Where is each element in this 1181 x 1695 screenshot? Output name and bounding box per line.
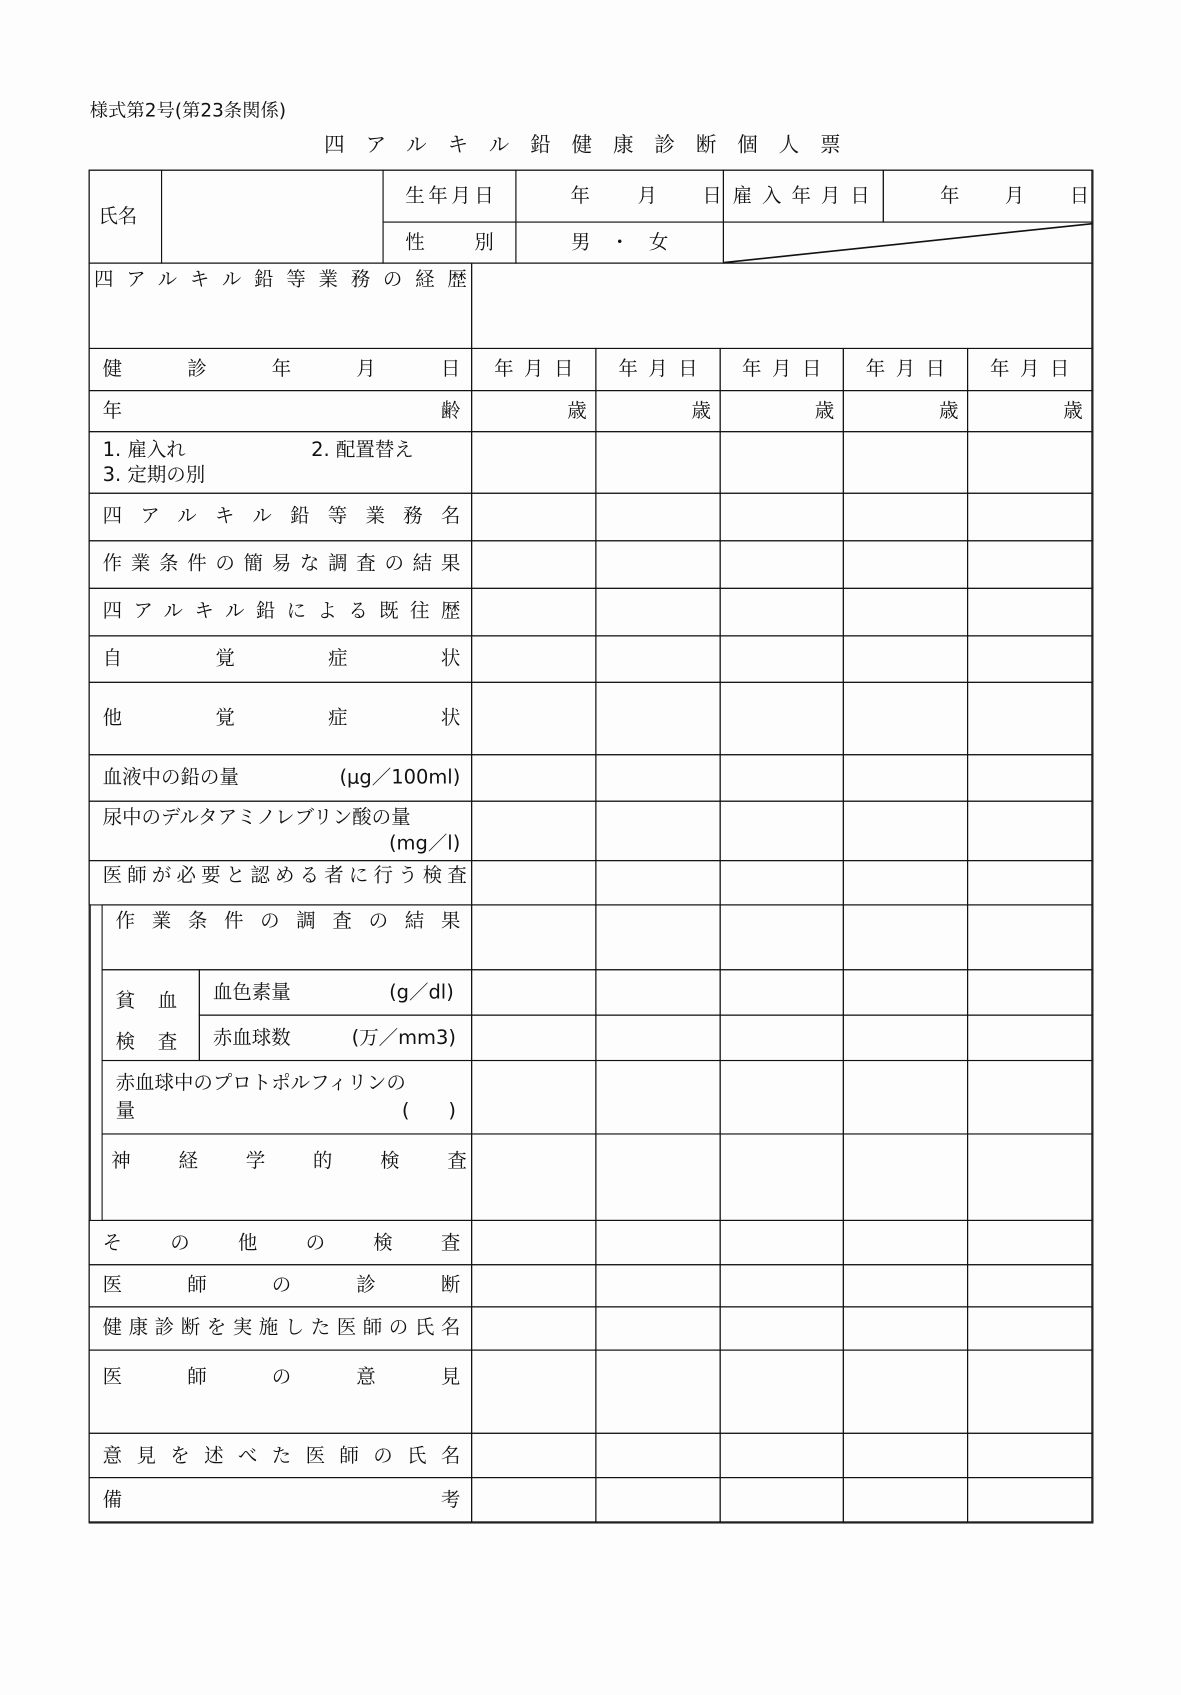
exam-date-value: 年 月 日 <box>742 357 822 381</box>
objective-label-cell <box>89 682 473 755</box>
diagonal-line <box>724 223 1092 264</box>
urine-ala-col-2[interactable] <box>595 801 720 862</box>
page-title: 四アルキル鉛健康診断個人票 <box>324 132 843 157</box>
hemoglobin-col-5[interactable] <box>967 969 1092 1015</box>
objective-label: 他覚症状 <box>102 706 461 730</box>
hire-label-cell <box>723 170 884 223</box>
subjective-col-2[interactable] <box>595 635 720 683</box>
objective-col-3[interactable] <box>720 682 844 755</box>
diagnosis-col-1[interactable] <box>471 1264 596 1307</box>
opinion-doctor-col-2[interactable] <box>595 1433 720 1478</box>
birth-label-cell <box>382 170 516 223</box>
protoporphyrin-unit: ( ) <box>401 1099 456 1123</box>
doctor-tests-col-1[interactable] <box>471 860 596 905</box>
blood-lead-col-2[interactable] <box>595 754 720 802</box>
work-survey-col-5[interactable] <box>967 904 1092 970</box>
opinion-doctor-col-3[interactable] <box>720 1433 844 1478</box>
exam-date-col-5[interactable] <box>967 348 1092 391</box>
age-unit: 歳 <box>1063 399 1083 423</box>
age-label-cell <box>89 390 473 432</box>
work-name-col-3[interactable] <box>720 493 844 542</box>
exam-doctor-label-cell <box>89 1306 473 1350</box>
exam-doctor-col-3[interactable] <box>720 1306 844 1350</box>
history-input[interactable] <box>471 263 1092 349</box>
simple-survey-label-cell <box>89 540 473 589</box>
urine-ala-col-3[interactable] <box>720 801 844 862</box>
urine-ala-unit: (mg／l) <box>388 831 461 855</box>
anemia-label-2: 検査 <box>115 1030 178 1054</box>
name-label-cell <box>89 170 162 264</box>
exam-date-value: 年 月 日 <box>618 357 698 381</box>
remarks-col-2[interactable] <box>595 1477 720 1522</box>
exam-type-col-2[interactable] <box>595 431 720 494</box>
exam-date-col-2[interactable] <box>595 348 720 391</box>
work-survey-col-4[interactable] <box>843 904 968 970</box>
remarks-col-3[interactable] <box>720 1477 844 1522</box>
opinion-col-2[interactable] <box>595 1350 720 1434</box>
exam-type-1: 1. 雇入れ <box>102 438 186 462</box>
urine-ala-label-cell <box>89 801 473 862</box>
protoporphyrin-col-4[interactable] <box>843 1060 968 1135</box>
doctor-tests-col-2[interactable] <box>595 860 720 905</box>
neuro-col-5[interactable] <box>967 1133 1092 1221</box>
blood-lead-label-cell <box>89 754 473 802</box>
age-unit: 歳 <box>691 399 711 423</box>
blood-lead-label: 血液中の鉛の量 <box>102 766 239 789</box>
protoporphyrin-label-2: 量 <box>115 1099 136 1123</box>
date-part: 日 <box>702 184 722 208</box>
age-col-2[interactable] <box>595 390 720 432</box>
protoporphyrin-col-5[interactable] <box>967 1060 1092 1135</box>
name-input[interactable] <box>161 170 384 264</box>
diagnosis-label-cell <box>89 1264 473 1307</box>
exam-date-label: 健診年月日 <box>102 357 461 381</box>
anemia-label-1: 貧血 <box>115 989 178 1013</box>
hemoglobin-label: 血色素量 <box>212 981 291 1004</box>
objective-col-1[interactable] <box>471 682 596 755</box>
opinion-doctor-label-cell <box>89 1433 473 1478</box>
other-tests-col-1[interactable] <box>471 1220 596 1265</box>
exam-type-2: 2. 配置替え <box>311 438 414 462</box>
past-history-col-1[interactable] <box>471 588 596 637</box>
exam-doctor-col-4[interactable] <box>843 1306 968 1350</box>
exam-date-value: 年 月 日 <box>494 357 574 381</box>
rbc-col-4[interactable] <box>843 1015 968 1061</box>
rbc-col-1[interactable] <box>471 1015 596 1061</box>
remarks-label: 備考 <box>102 1488 461 1512</box>
work-name-col-1[interactable] <box>471 493 596 542</box>
rbc-unit: (万／mm3) <box>351 1026 456 1050</box>
remarks-col-5[interactable] <box>967 1477 1092 1522</box>
neuro-label-cell <box>102 1133 473 1221</box>
opinion-doctor-col-1[interactable] <box>471 1433 596 1478</box>
exam-date-col-1[interactable] <box>471 348 596 391</box>
exam-date-col-4[interactable] <box>843 348 968 391</box>
subjective-col-3[interactable] <box>720 635 844 683</box>
urine-ala-col-1[interactable] <box>471 801 596 862</box>
exam-date-col-3[interactable] <box>720 348 844 391</box>
exam-type-col-5[interactable] <box>967 431 1092 494</box>
past-history-col-5[interactable] <box>967 588 1092 637</box>
diagnosis-col-5[interactable] <box>967 1264 1092 1307</box>
hemoglobin-col-2[interactable] <box>595 969 720 1015</box>
age-col-5[interactable] <box>967 390 1092 432</box>
subjective-col-4[interactable] <box>843 635 968 683</box>
blood-lead-col-4[interactable] <box>843 754 968 802</box>
work-name-col-2[interactable] <box>595 493 720 542</box>
work-survey-label: 作業条件の調査の結果 <box>115 909 461 933</box>
opinion-doctor-col-5[interactable] <box>967 1433 1092 1478</box>
age-unit: 歳 <box>938 399 959 423</box>
simple-survey-col-4[interactable] <box>843 540 968 589</box>
exam-doctor-col-1[interactable] <box>471 1306 596 1350</box>
exam-date-label-cell <box>89 348 473 391</box>
past-history-col-3[interactable] <box>720 588 844 637</box>
blood-lead-col-1[interactable] <box>471 754 596 802</box>
work-name-label-cell <box>89 493 473 542</box>
past-history-label: 四アルキル鉛による既往歴 <box>102 599 461 623</box>
exam-date-value: 年 月 日 <box>990 357 1070 381</box>
other-tests-label-cell <box>89 1220 473 1265</box>
age-col-3[interactable] <box>720 390 844 432</box>
rbc-label: 赤血球数 <box>212 1026 291 1050</box>
remarks-col-1[interactable] <box>471 1477 596 1522</box>
exam-type-col-3[interactable] <box>720 431 844 494</box>
neuro-col-3[interactable] <box>720 1133 844 1221</box>
hemoglobin-col-4[interactable] <box>843 969 968 1015</box>
opinion-doctor-col-4[interactable] <box>843 1433 968 1478</box>
rbc-col-5[interactable] <box>967 1015 1092 1061</box>
simple-survey-col-1[interactable] <box>471 540 596 589</box>
blood-lead-col-5[interactable] <box>967 754 1092 802</box>
doctor-tests-label: 医師が必要と認める者に行う検査 <box>102 864 467 888</box>
other-tests-col-3[interactable] <box>720 1220 844 1265</box>
age-label: 年齢 <box>102 399 461 423</box>
protoporphyrin-col-2[interactable] <box>595 1060 720 1135</box>
neuro-col-2[interactable] <box>595 1133 720 1221</box>
subjective-label-cell <box>89 635 473 683</box>
age-unit: 歳 <box>567 399 587 423</box>
name-label: 氏名 <box>98 205 138 228</box>
opinion-label: 医師の意見 <box>102 1365 461 1389</box>
form-number: 様式第2号(第23条関係) <box>89 100 287 123</box>
work-survey-col-1[interactable] <box>471 904 596 970</box>
doctor-tests-col-4[interactable] <box>843 860 968 905</box>
simple-survey-col-3[interactable] <box>720 540 844 589</box>
exam-type-col-1[interactable] <box>471 431 596 494</box>
birth-label: 生年月日 <box>405 184 494 208</box>
urine-ala-col-4[interactable] <box>843 801 968 862</box>
neuro-col-4[interactable] <box>843 1133 968 1221</box>
work-name-col-5[interactable] <box>967 493 1092 542</box>
sex-label: 性別 <box>405 231 494 254</box>
doctor-tests-col-3[interactable] <box>720 860 844 905</box>
protoporphyrin-label: 赤血球中のプロトポルフィリンの <box>115 1071 406 1095</box>
diagnosis-label: 医師の診断 <box>102 1273 461 1297</box>
simple-survey-label: 作業条件の簡易な調査の結果 <box>102 552 461 575</box>
age-unit: 歳 <box>814 399 835 423</box>
work-name-col-4[interactable] <box>843 493 968 542</box>
history-label: 四アルキル鉛等業務の経歴 <box>94 267 467 291</box>
objective-col-4[interactable] <box>843 682 968 755</box>
opinion-col-1[interactable] <box>471 1350 596 1434</box>
work-survey-col-2[interactable] <box>595 904 720 970</box>
past-history-label-cell <box>89 588 473 637</box>
opinion-col-5[interactable] <box>967 1350 1092 1434</box>
age-col-4[interactable] <box>843 390 968 432</box>
sex-label-cell <box>382 222 516 264</box>
date-part: 月 <box>1004 184 1025 208</box>
objective-col-5[interactable] <box>967 682 1092 755</box>
blank-diagonal-cell <box>723 222 1093 264</box>
exam-doctor-col-5[interactable] <box>967 1306 1092 1350</box>
sex-select[interactable] <box>515 222 724 264</box>
other-tests-label: その他の検査 <box>102 1231 461 1255</box>
date-part: 月 <box>637 184 657 208</box>
rbc-col-2[interactable] <box>595 1015 720 1061</box>
neuro-label: 神経学的検査 <box>111 1149 467 1173</box>
rbc-label-cell <box>199 1015 472 1061</box>
blood-lead-col-3[interactable] <box>720 754 844 802</box>
protoporphyrin-col-3[interactable] <box>720 1060 844 1135</box>
neuro-col-1[interactable] <box>471 1133 596 1221</box>
work-survey-label-cell <box>102 904 473 970</box>
exam-type-3: 3. 定期の別 <box>102 463 206 487</box>
history-label-cell <box>89 263 473 349</box>
date-part: 年 <box>940 184 960 208</box>
hire-date-input[interactable] <box>883 170 1093 223</box>
age-col-1[interactable] <box>471 390 596 432</box>
date-part: 年 <box>570 184 590 208</box>
objective-col-2[interactable] <box>595 682 720 755</box>
hemoglobin-label-cell <box>199 969 472 1015</box>
date-part: 日 <box>1069 184 1090 208</box>
hemoglobin-unit: (g／dl) <box>389 981 454 1004</box>
sex-options: 男 ・ 女 <box>571 231 669 254</box>
protoporphyrin-label-cell <box>102 1060 473 1135</box>
other-tests-col-2[interactable] <box>595 1220 720 1265</box>
blood-lead-unit: (μg／100ml) <box>339 766 461 789</box>
exam-type-label-cell <box>89 431 473 494</box>
diagnosis-col-4[interactable] <box>843 1264 968 1307</box>
simple-survey-col-2[interactable] <box>595 540 720 589</box>
urine-ala-label: 尿中のデルタアミノレブリン酸の量 <box>102 806 411 829</box>
past-history-col-4[interactable] <box>843 588 968 637</box>
other-tests-col-5[interactable] <box>967 1220 1092 1265</box>
doctor-tests-label-cell <box>89 860 473 905</box>
simple-survey-col-5[interactable] <box>967 540 1092 589</box>
exam-doctor-label: 健康診断を実施した医師の氏名 <box>102 1316 461 1339</box>
diagnosis-col-2[interactable] <box>595 1264 720 1307</box>
birth-date-input[interactable] <box>515 170 724 223</box>
exam-type-col-4[interactable] <box>843 431 968 494</box>
exam-date-value: 年 月 日 <box>865 357 946 381</box>
hire-label: 雇入年月日 <box>732 184 870 208</box>
hemoglobin-col-1[interactable] <box>471 969 596 1015</box>
remarks-col-4[interactable] <box>843 1477 968 1522</box>
rbc-col-3[interactable] <box>720 1015 844 1061</box>
hemoglobin-col-3[interactable] <box>720 969 844 1015</box>
opinion-label-cell <box>89 1350 473 1434</box>
urine-ala-col-5[interactable] <box>967 801 1092 862</box>
work-survey-col-3[interactable] <box>720 904 844 970</box>
remarks-label-cell <box>89 1477 473 1522</box>
exam-doctor-col-2[interactable] <box>595 1306 720 1350</box>
subjective-col-1[interactable] <box>471 635 596 683</box>
past-history-col-2[interactable] <box>595 588 720 637</box>
opinion-col-4[interactable] <box>843 1350 968 1434</box>
work-name-label: 四アルキル鉛等業務名 <box>102 504 461 528</box>
opinion-col-3[interactable] <box>720 1350 844 1434</box>
subjective-col-5[interactable] <box>967 635 1092 683</box>
doctor-tests-col-5[interactable] <box>967 860 1092 905</box>
protoporphyrin-col-1[interactable] <box>471 1060 596 1135</box>
subjective-label: 自覚症状 <box>102 647 461 670</box>
anemia-label-cell <box>102 969 200 1061</box>
other-tests-col-4[interactable] <box>843 1220 968 1265</box>
opinion-doctor-label: 意見を述べた医師の氏名 <box>102 1444 461 1468</box>
diagnosis-col-3[interactable] <box>720 1264 844 1307</box>
